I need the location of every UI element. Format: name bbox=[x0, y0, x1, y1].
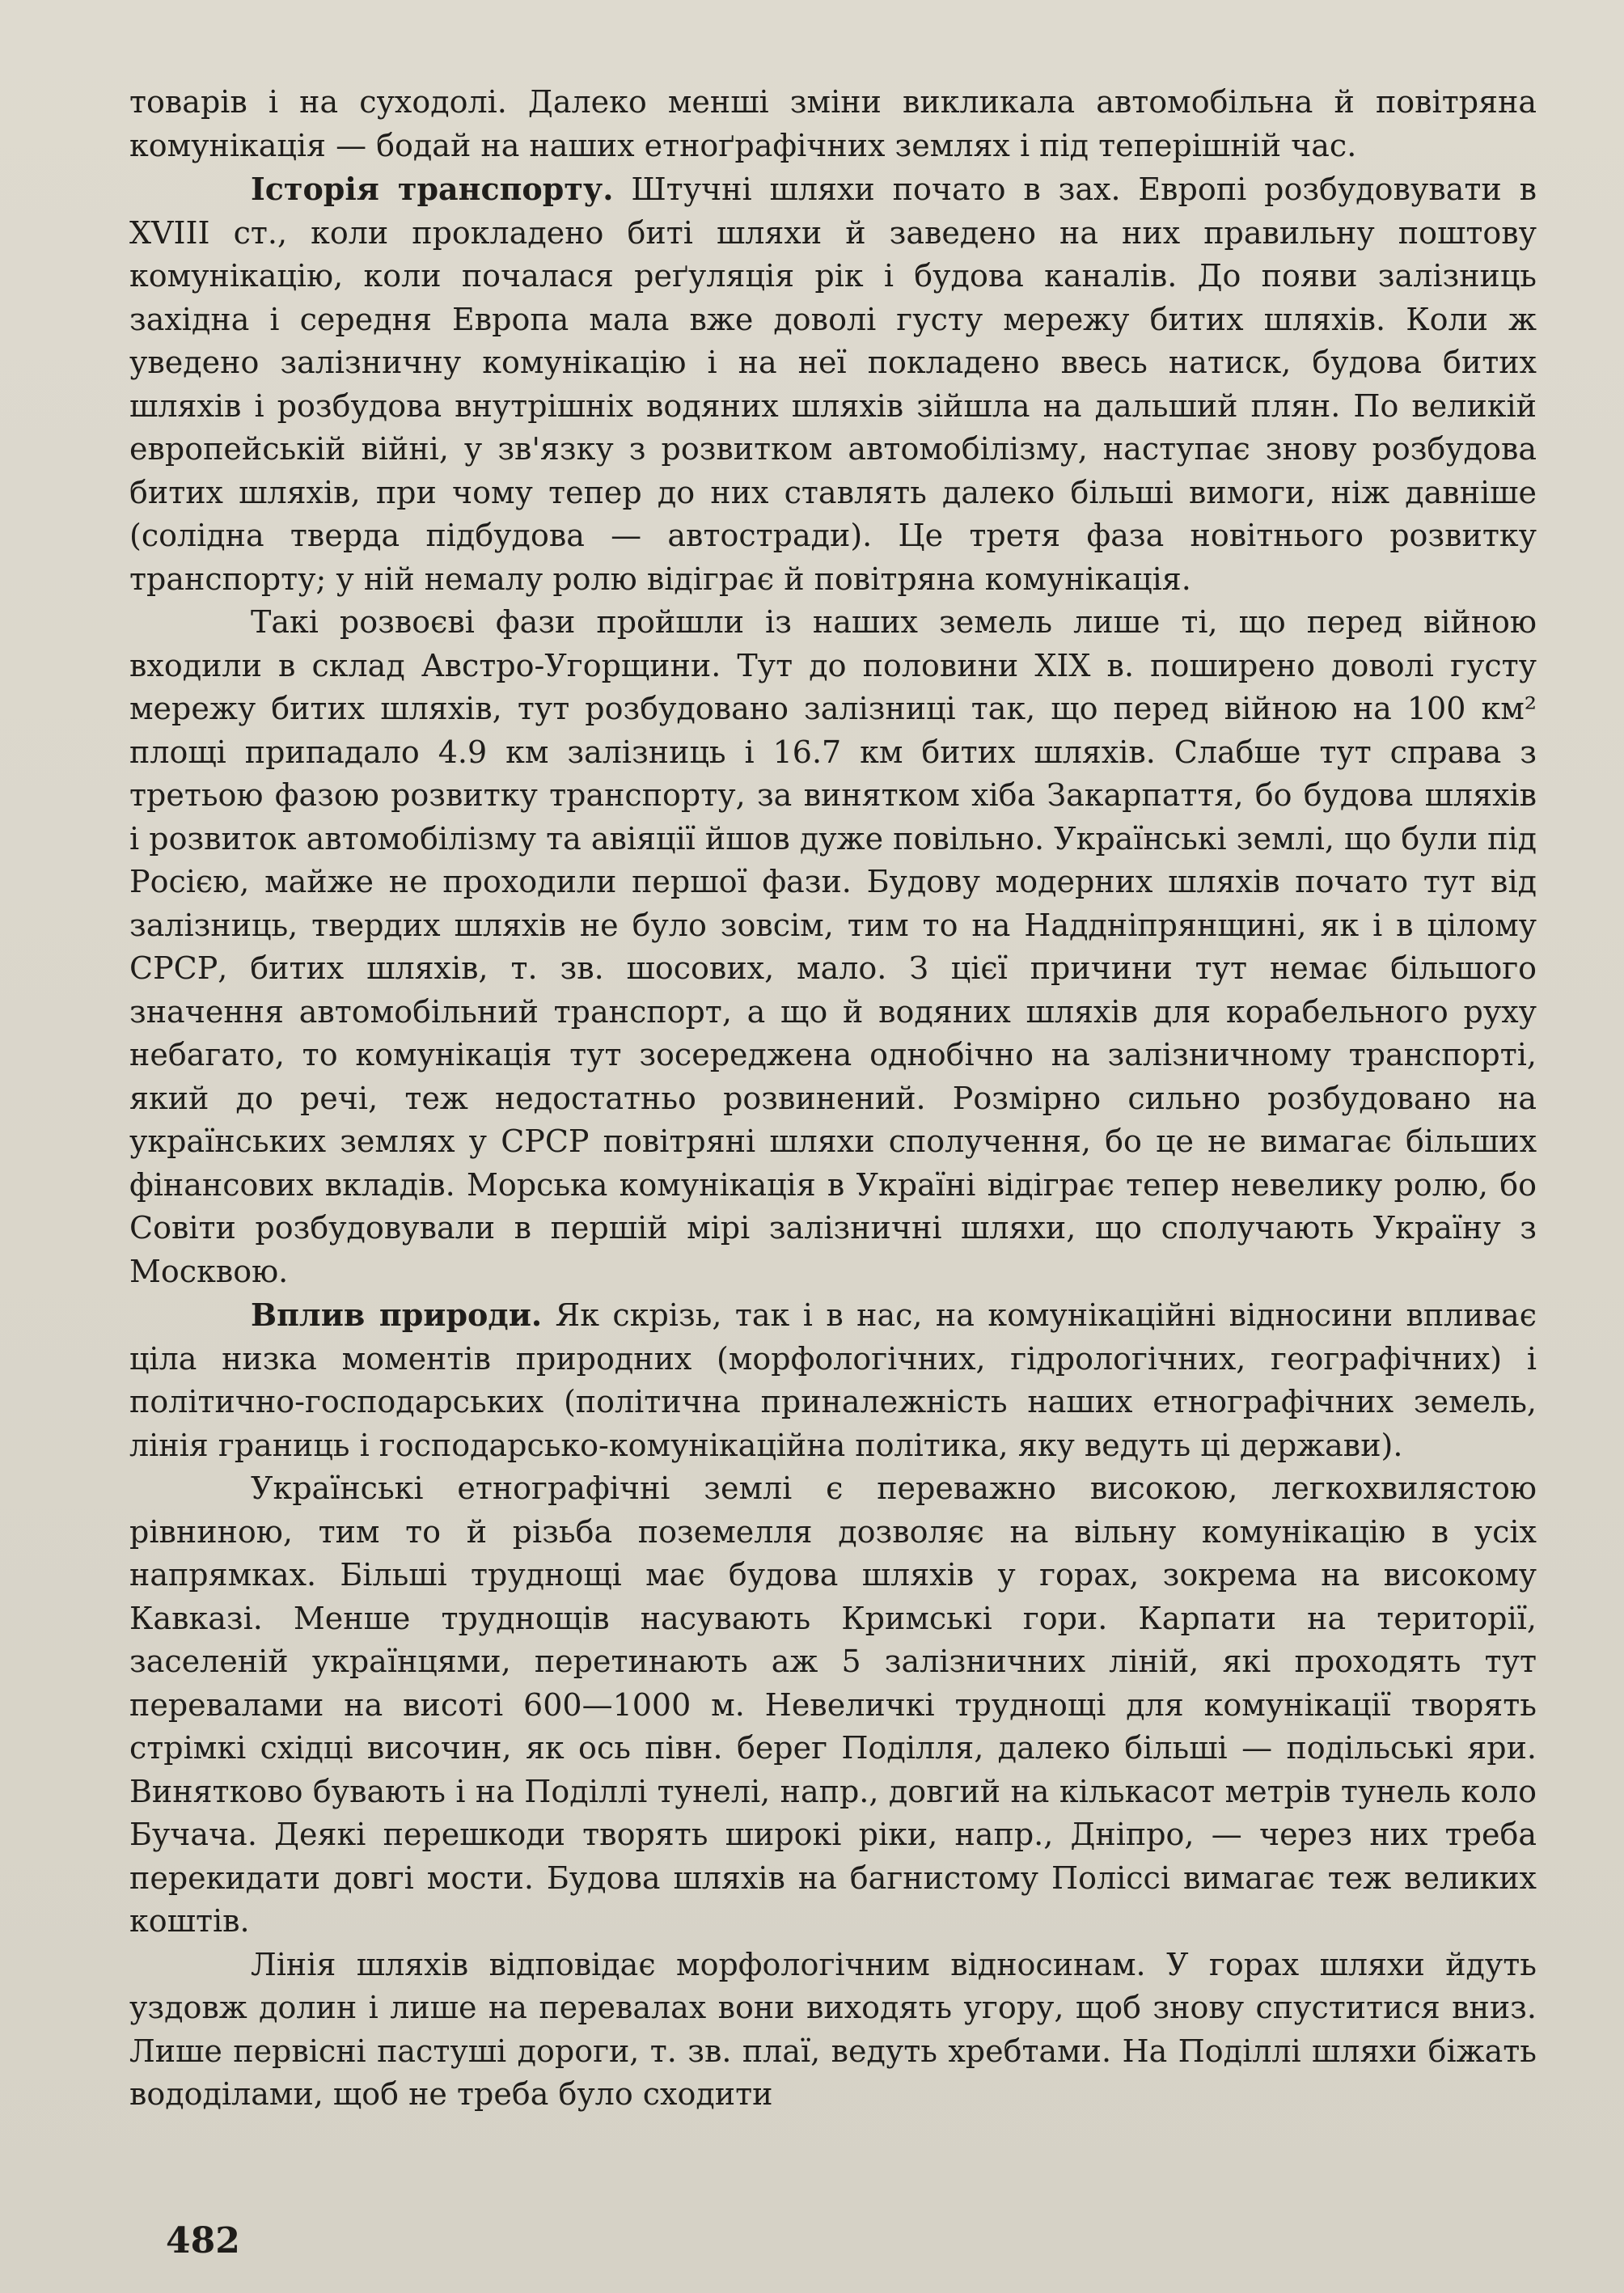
section-heading-transport-history: Історія транспорту. bbox=[251, 171, 614, 207]
paragraph-text: Штучні шляхи почато в зах. Европі розбудовувати в XVIII ст., коли прокладено биті шляхи й заведено на них правильну поштову комунікацію, коли почалася реґуляція рік і будова каналів. До появи залізниць західна і середня Европа мала вже доволі густу мережу битих шляхів. Коли ж уведено залізничну комунікацію і на неї покладено ввесь натиск, будова битих шляхів і розбудова внутрішніх водяних шляхів зійшла на дальший плян. По великій европейській війні, у зв'язку з розвитком автомобілізму, наступає знову розбудова битих шляхів, при чому тепер до них ставлять далеко більші вимоги, ніж давніше (солідна тверда підбудова — автостради). Це третя фаза новітнього розвитку транспорту; у ній немалу ролю відіграє й повітряна комунікація. bbox=[129, 171, 1537, 597]
paragraph-2 bbox=[129, 167, 1537, 601]
paragraph-text: Такі розвоєві фази пройшли із наших земель лише ті, що перед війною входили в склад Австро-Угорщини. Тут до половини XIX в. поширено доволі густу мережу битих шляхів, тут розбудовано залізниці так, що перед війною на 100 км² площі припадало 4.9 км залізниць і 16.7 км битих шляхів. Слабше тут справа з третьою фазою розвитку транспорту, за винятком хіба Закарпаття, бо будова шляхів і розвиток автомобілізму та авіяції йшов дуже повільно. Українські землі, що були під Росією, майже не проходили першої фази. Будову модерних шляхів почато тут від залізниць, твердих шляхів не було зовсім, тим то на Наддніпрянщині, як і в цілому СРСР, битих шляхів, т. зв. шосових, мало. З цієї причини тут немає більшого значення автомобільний транспорт, а що й водяних шляхів для корабельного руху небагато, то комунікація тут зосереджена однобічно на залізничному транспорті, який до речі, теж недостатньо розвинений. Розмірно сильно розбудовано на українських землях у СРСР повітряні шляхи сполучення, бо це не вимагає більших фінансових вкладів. Морська комунікація в Україні відіграє тепер невелику ролю, бо Совіти розбудовували в першій мірі залізничні шляхи, що сполучають Україну з Москвою. bbox=[129, 604, 1537, 1289]
paragraph-text: Лінія шляхів відповідає морфологічним відносинам. У горах шляхи йдуть уздовж долин і лише на перевалах вони виходять угору, щоб знову спуститися вниз. Лише первісні пастуші дороги, т. зв. плаї, ведуть хребтами. На Поділлі шляхи біжать вододілами, щоб не треба було сходити bbox=[129, 1946, 1537, 2112]
paragraph-5 bbox=[129, 1467, 1537, 1944]
paragraph-text: Українські етнографічні землі є переважно високою, легкохвилястою рівниною, тим то й різьба поземелля дозволяє на вільну комунікацію в усіх напрямках. Більші труднощі має будова шляхів у горах, зокрема на високому Кавказі. Менше труднощів насувають Кримські гори. Карпати на території, заселеній українцями, перетинають аж 5 залізничних ліній, які проходять тут перевалами на висоті 600—1000 м. Невеличкі труднощі для комунікації творять стрімкі східці височин, як ось півн. берег Поділля, далеко більші — подільські яри. Винятково бувають і на Поділлі тунелі, напр., довгий на кількасот метрів тунель коло Бучача. Деякі перешкоди творять широкі ріки, напр., Дніпро, — через них треба перекидати довгі мости. Будова шляхів на багнистому Поліссі вимагає теж великих коштів. bbox=[129, 1470, 1537, 1939]
page-number: 482 bbox=[166, 2220, 240, 2261]
paragraph-4 bbox=[129, 1293, 1537, 1467]
paragraph-6 bbox=[129, 1944, 1537, 2117]
body-text bbox=[129, 81, 1537, 2117]
paragraph-text: Як скрізь, так і в нас, на комунікаційні відносини впливає ціла низка моментів природних (морфологічних, гідрологічних, географічних) і політично-господарських (політична приналежність наших етнографічних земель, лінія границь і господарсько-комунікаційна політика, яку ведуть ці держави). bbox=[129, 1297, 1537, 1463]
paragraph-3 bbox=[129, 601, 1537, 1293]
section-heading-nature-influence: Вплив природи. bbox=[251, 1297, 543, 1333]
paragraph-1 bbox=[129, 81, 1537, 167]
paragraph-text: товарів і на суходолі. Далеко менші зміни викликала автомобільна й повітряна комунікація — бодай на наших етноґрафічних землях і під теперішній час. bbox=[129, 84, 1537, 163]
